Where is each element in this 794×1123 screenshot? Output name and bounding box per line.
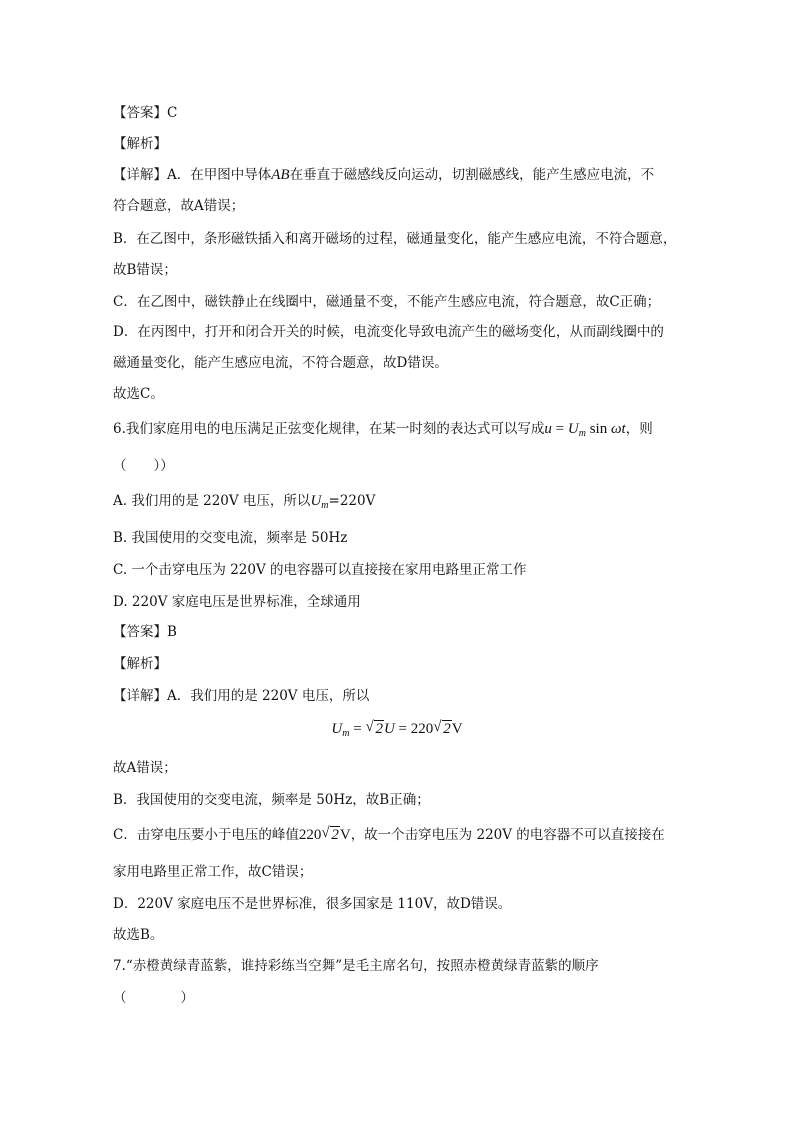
q5-detail-a-line2: 符合题意，故A错误； <box>113 198 245 214</box>
q5-detail-d-line2: 磁通量变化，能产生感应电流，不符合题意，故D错误。 <box>113 355 448 371</box>
q6-option-a-value: =220V <box>328 493 376 509</box>
q5-detail-d-line1: D．在丙图中，打开和闭合开关的时候，电流变化导致电流产生的磁场变化，从而副线圈中的 <box>113 324 664 340</box>
peak-unit: V <box>339 827 351 843</box>
q6-answer: 【答案】B <box>113 624 177 640</box>
q5-detail-a-text-post: 在垂直于磁感线反向运动，切割磁感线，能产生感应电流，不 <box>289 167 655 183</box>
eq-equals-1: = <box>349 721 366 737</box>
peak-sqrt-value: 2 <box>331 827 339 843</box>
option-a-sub: m <box>321 500 329 511</box>
q5-detail-a-text-pre: 【详解】A．在甲图中导体 <box>113 167 272 183</box>
equation-body <box>331 721 462 737</box>
eq-equals-2: = 220 <box>394 721 434 737</box>
eq-unit: V <box>451 721 463 737</box>
q6-conclusion: 故选B。 <box>113 927 164 943</box>
q6-equation <box>0 718 794 745</box>
q6-stem-line1 <box>113 419 693 444</box>
eq-U2: U <box>383 721 395 737</box>
q6-stem-pre: 6.我们家庭用电的电压满足正弦变化规律，在某一时刻的表达式可以写成 <box>113 421 545 437</box>
q6-option-d: D. 220V 家庭电压是世界标准，全球通用 <box>113 594 361 610</box>
q6-analysis-label: 【解析】 <box>113 656 167 672</box>
q6-detail-a-result: 故A错误； <box>113 760 177 776</box>
eq-U: U <box>331 721 343 737</box>
q5-detail-b-line1: B．在乙图中，条形磁铁插入和离开磁场的过程，磁通量变化，能产生感应电流，不符合题意， <box>113 231 677 247</box>
q7-stem-line1: 7.“赤橙黄绿青蓝紫，谁持彩练当空舞”是毛主席名句，按照赤橙黄绿青蓝紫的顺序 <box>113 958 599 974</box>
q6-detail-d: D．220V 家庭电压不是世界标准，很多国家是 110V，故D错误。 <box>113 896 512 912</box>
eq-sqrt-2 <box>433 718 452 740</box>
q6-option-c: C. 一个击穿电压为 220V 的电容器可以直接接在家用电路里正常工作 <box>113 562 527 578</box>
formula-sin: sin <box>585 421 611 437</box>
q6-option-b: B. 我国使用的交变电流，频率是 50Hz <box>113 530 348 546</box>
q6-formula <box>544 421 625 437</box>
q5-detail-a-ab: AB <box>271 167 290 183</box>
formula-eq: = <box>551 421 568 437</box>
formula-sub-m: m <box>578 428 586 439</box>
q6-detail-c-pre: C．击穿电压要小于电压的峰值 <box>113 827 299 843</box>
q6-detail-c-line2: 家用电路里正常工作，故C错误； <box>113 864 313 880</box>
q6-detail-a: 【详解】A．我们用的是 220V 电压，所以 <box>113 688 370 704</box>
q6-option-a-text: A. 我们用的是 220V 电压，所以 <box>113 493 311 509</box>
option-a-U: U <box>310 493 322 509</box>
q6-option-a <box>113 491 693 516</box>
q7-stem-line2: （ ） <box>113 990 194 1006</box>
eq-sqrt1-value: 2 <box>375 721 383 737</box>
q6-option-a-symbol <box>310 493 328 509</box>
formula-u: u <box>544 421 552 437</box>
q6-detail-c-post: ，故一个击穿电压为 220V 的电容器不可以直接接在 <box>350 827 665 843</box>
q6-stem-line2: （ ）） <box>113 458 174 474</box>
q5-analysis-label: 【解析】 <box>113 136 167 152</box>
q6-detail-c-peak <box>299 827 351 843</box>
q6-detail-c-line1 <box>113 825 693 845</box>
q5-answer: 【答案】C <box>113 105 178 121</box>
eq-sub: m <box>342 728 350 739</box>
q5-detail-a-line1 <box>113 165 693 185</box>
q5-conclusion: 故选C。 <box>113 386 164 402</box>
q5-detail-c: C．在乙图中，磁铁静止在线圈中，磁通量不变，不能产生感应电流，符合题意，故C正确； <box>113 294 661 310</box>
formula-U: U <box>567 421 579 437</box>
eq-sqrt2-value: 2 <box>443 721 451 737</box>
q5-detail-b-line2: 故B错误； <box>113 262 177 278</box>
eq-sqrt-1 <box>365 718 384 740</box>
peak-value: 220 <box>298 827 322 843</box>
q6-detail-b: B．我国使用的交变电流，频率是 50Hz，故B正确； <box>113 792 430 808</box>
peak-sqrt <box>321 825 340 845</box>
q6-stem-post: ，则 <box>625 421 653 437</box>
formula-wt: ωt <box>610 421 626 437</box>
